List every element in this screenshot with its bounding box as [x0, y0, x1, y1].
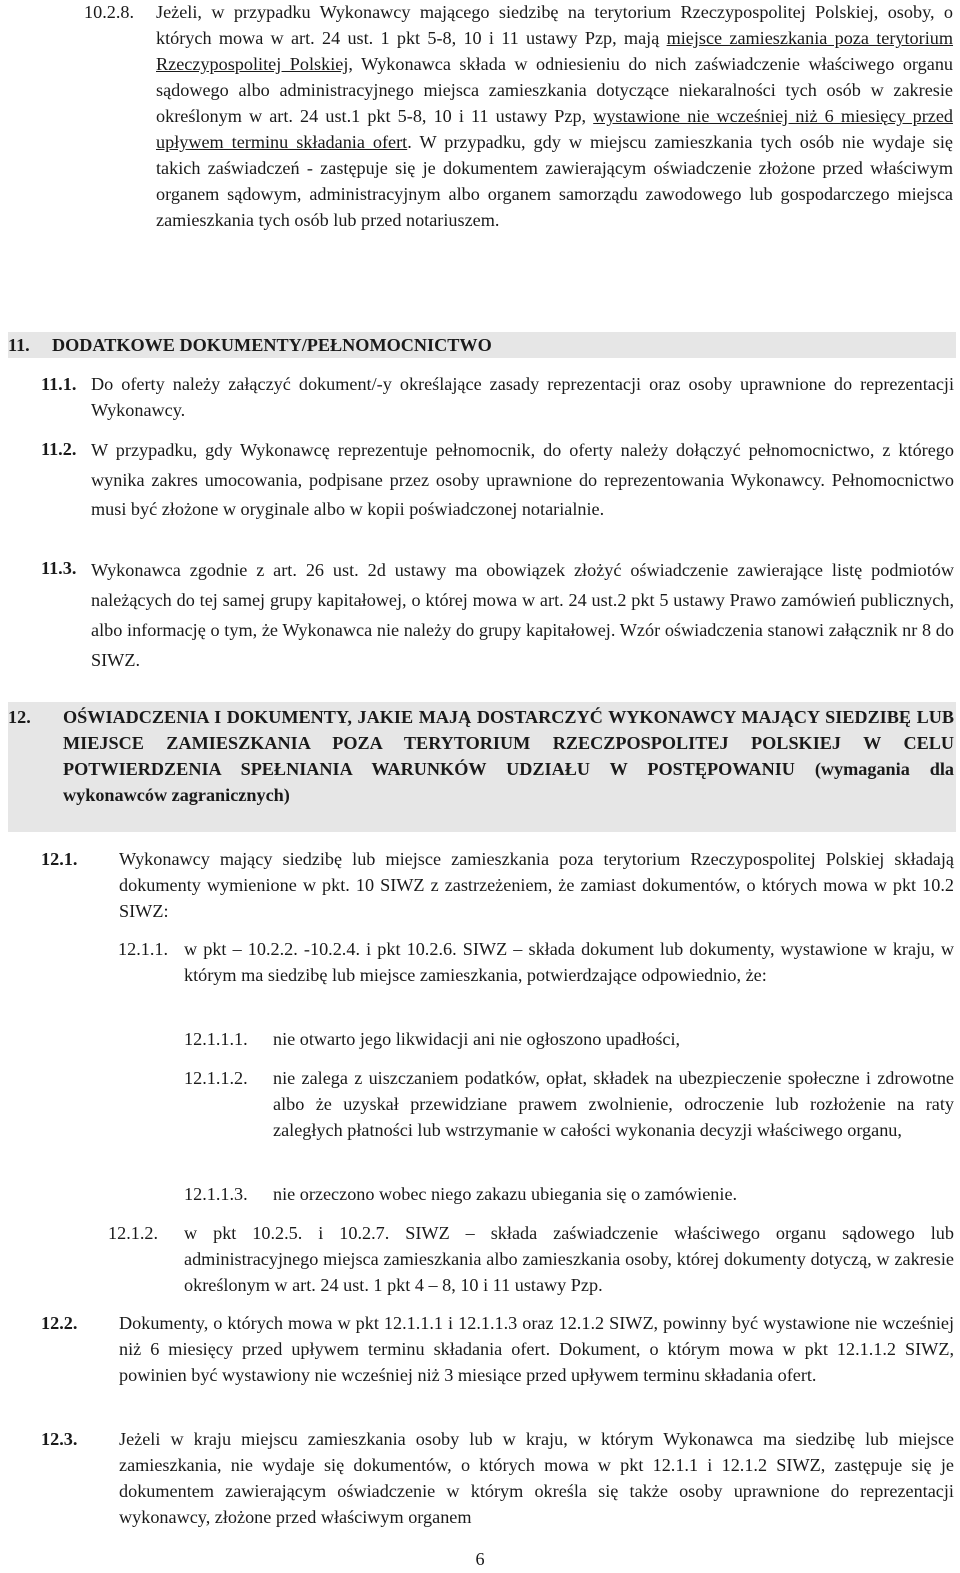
- item-text: nie zalega z uiszczaniem podatków, opłat, składek na ubezpieczenie społeczne i zdrowotne albo że uzyskał przewidziane prawem zwolnienie, odroczenie lub rozłożenie na raty zaległych płatności lub wstrzymanie w całości wykonania decyzji właściwego organu,: [273, 1068, 954, 1140]
- item-text: nie otwarto jego likwidacji ani nie ogłoszono upadłości,: [273, 1029, 681, 1049]
- item-number: 11.3.: [41, 558, 77, 578]
- item-number: 12.1.2.: [108, 1223, 159, 1243]
- item-12-1-1-3: [184, 1181, 956, 1207]
- item-number: 12.1.: [41, 849, 78, 869]
- item-number: 12.1.1.3.: [184, 1184, 248, 1204]
- item-12-2: [41, 1310, 956, 1388]
- item-text: w pkt 10.2.5. i 10.2.7. SIWZ – składa zaświadczenie właściwego organu sądowego lub administracyjnego miejsca zamieszkania albo zamieszkania osoby, której dokumenty dotyczą, w zakresie określonym w art. 24 ust. 1 pkt 4 – 8, 10 i 11 ustawy Pzp.: [184, 1223, 954, 1295]
- item-12-1-1-2: [184, 1065, 956, 1143]
- item-number: 11.2.: [41, 439, 77, 459]
- item-text: Jeżeli w kraju miejscu zamieszkania osoby lub w kraju, w którym Wykonawca ma siedzibę lub miejsce zamieszkania, nie wydaje się dokumentów, o których mowa w pkt 12.1.1 i 12.1.2 SIWZ, zastępuje się je dokumentem zawierającym oświadczenie w którym określa się także osoby uprawnione do reprezentacji wykonawcy, złożone przed właściwym organem: [119, 1429, 954, 1527]
- paragraph-10-2-8: [84, 0, 956, 233]
- section-title: OŚWIADCZENIA I DOKUMENTY, JAKIE MAJĄ DOSTARCZYĆ WYKONAWCY MAJĄCY SIEDZIBĘ LUB MIEJSCE ZAMIESZKANIA POZA TERYTORIUM RZECZPOSPOLITEJ POLSKIEJ W CELU POTWIERDZENIA SPEŁNIANIA WARUNKÓW UDZIAŁU W POSTĘPOWANIU (wymagania dla wykonawców zagranicznych): [63, 707, 954, 805]
- item-11-2: [41, 436, 956, 525]
- item-12-1-2: [108, 1220, 956, 1298]
- section-12-heading: [8, 704, 954, 808]
- item-12-1-1-1: [184, 1026, 956, 1052]
- item-text: Wykonawcy mający siedzibę lub miejsce zamieszkania poza terytorium Rzeczypospolitej Polskiej składają dokumenty wymienione w pkt. 10 SIWZ z zastrzeżeniem, że zamiast dokumentów, o których mowa w pkt 10.2 SIWZ:: [119, 849, 954, 921]
- item-number: 12.1.1.: [118, 939, 169, 959]
- item-text: Wykonawca zgodnie z art. 26 ust. 2d ustawy ma obowiązek złożyć oświadczenie zawierające listę podmiotów należących do tej samej grupy kapitałowej, o której mowa w art. 24 ust.2 pkt 5 ustawy Prawo zamówień publicznych, albo informację o tym, że Wykonawca nie należy do grupy kapitałowej. Wzór oświadczenia stanowi załącznik nr 8 do SIWZ.: [91, 560, 954, 670]
- section-number: 12.: [8, 707, 31, 727]
- paragraph-text: Jeżeli, w przypadku Wykonawcy mającego siedzibę na terytorium Rzeczypospolitej Polskiej, osoby, o których mowa w art. 24 ust. 1 pkt 5-8, 10 i 11 ustawy Pzp, mają miejsce zamieszkania poza terytorium Rzeczypospolitej Polskiej, Wykonawca składa w odniesieniu do nich zaświadczenie właściwego organu sądowego albo administracyjnego miejsca zamieszkania dotyczące niekaralności tych osób w zakresie określonym w art. 24 ust.1 pkt 5-8, 10 i 11 ustawy Pzp, wystawione nie wcześniej niż 6 miesięcy przed upływem terminu składania ofert. W przypadku, gdy w miejscu zamieszkania tych osób nie wydaje się takich zaświadczeń - zastępuje się je dokumentem zawierającym oświadczenie złożone przed właściwym organem sądowym, administracyjnym albo organem samorządu zawodowego lub gospodarczego miejsca zamieszkania tych osób lub przed notariuszem.: [156, 2, 954, 230]
- item-text: nie orzeczono wobec niego zakazu ubiegania się o zamówienie.: [273, 1184, 738, 1204]
- item-12-3: [41, 1426, 956, 1530]
- item-11-1: [41, 371, 956, 423]
- item-12-1-1: [118, 936, 956, 988]
- item-number: 12.3.: [41, 1429, 78, 1449]
- item-12-1: [41, 846, 956, 924]
- item-number: 12.1.1.1.: [184, 1029, 248, 1049]
- item-11-3: [41, 555, 956, 675]
- item-text: Dokumenty, o których mowa w pkt 12.1.1.1 i 12.1.1.3 oraz 12.1.2 SIWZ, powinny być wystawione nie wcześniej niż 6 miesięcy przed upływem terminu składania ofert. Dokument, o którym mowa w pkt 12.1.1.2 SIWZ, powinien być wystawiony nie wcześniej niż 3 miesiące przed upływem terminu składania ofert.: [119, 1313, 954, 1385]
- item-text: Do oferty należy załączyć dokument/-y określające zasady reprezentacji oraz osoby uprawnione do reprezentacji Wykonawcy.: [91, 374, 954, 420]
- item-number: 12.2.: [41, 1313, 78, 1333]
- section-11-heading: [8, 332, 948, 358]
- item-text: w pkt – 10.2.2. -10.2.4. i pkt 10.2.6. SIWZ – składa dokument lub dokumenty, wystawione w kraju, w którym ma siedzibę lub miejsce zamieszkania, potwierdzające odpowiednio, że:: [184, 939, 954, 985]
- item-number: 11.1.: [41, 374, 77, 394]
- item-number: 12.1.1.2.: [184, 1068, 248, 1088]
- section-title: DODATKOWE DOKUMENTY/PEŁNOMOCNICTWO: [52, 335, 492, 355]
- page-number: 6: [475, 1549, 485, 1569]
- paragraph-number: 10.2.8.: [84, 2, 135, 22]
- section-number: 11.: [8, 335, 30, 355]
- item-text: W przypadku, gdy Wykonawcę reprezentuje pełnomocnik, do oferty należy dołączyć pełnomocnictwo, z którego wynika zakres umocowania, podpisane przez osoby uprawnione do reprezentowania Wykonawcy. Pełnomocnictwo musi być złożone w oryginale albo w kopii poświadczonej notarialnie.: [91, 440, 954, 519]
